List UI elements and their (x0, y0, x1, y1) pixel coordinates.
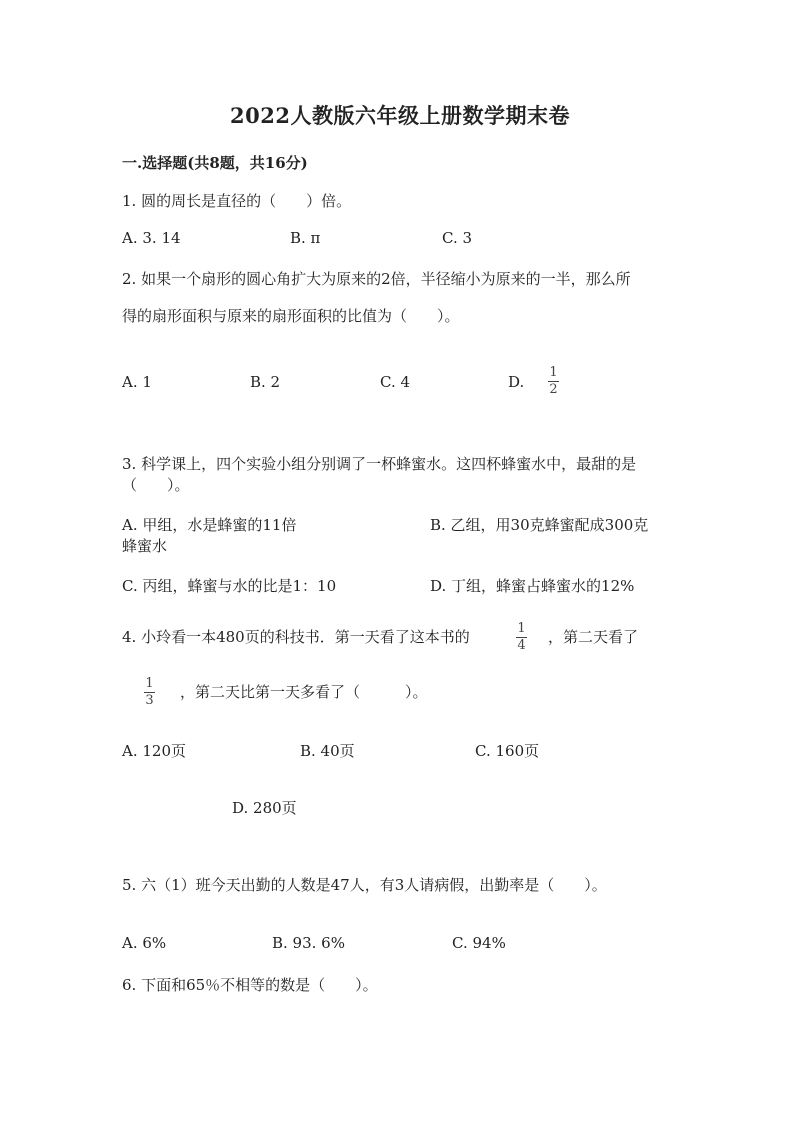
question-5-option-b: B. 93. 6% (272, 934, 345, 952)
fraction-numerator: 1 (517, 621, 526, 636)
question-2-option-a: A. 1 (122, 373, 152, 391)
fraction-numerator: 1 (145, 676, 154, 691)
question-4-line-1-end: ，第二天看了 (548, 628, 639, 646)
question-3-option-d: D. 丁组，蜂蜜占蜂蜜水的12% (430, 577, 635, 595)
fraction-denominator: 2 (549, 382, 558, 398)
question-5-option-a: A. 6% (122, 934, 167, 952)
page-title: 2022人教版六年级上册数学期末卷 (230, 103, 570, 128)
question-3-option-b: B. 乙组，用30克蜂蜜配成300克 (430, 516, 649, 534)
question-2-option-b: B. 2 (250, 373, 281, 391)
question-4-option-b: B. 40页 (300, 742, 355, 760)
question-4-line-2: ，第二天比第一天多看了（ ）。 (180, 683, 428, 701)
question-2-option-c: C. 4 (380, 373, 411, 391)
fraction-denominator: 3 (145, 693, 154, 709)
question-4-option-d: D. 280页 (232, 799, 297, 817)
question-2-option-d: D. (508, 373, 525, 391)
question-1-text: 1. 圆的周长是直径的（ ）倍。 (122, 192, 352, 210)
question-3-option-a: A. 甲组，水是蜂蜜的11倍 (122, 516, 297, 534)
question-6-text: 6. 下面和65％不相等的数是（ ）。 (122, 976, 378, 994)
question-1-option-b: B. π (290, 229, 321, 247)
question-3-option-b-wrap: 蜂蜜水 (122, 537, 168, 555)
question-2-fraction-one-half (548, 366, 559, 398)
question-2-line-1: 2. 如果一个扇形的圆心角扩大为原来的2倍，半径缩小为原来的一半，那么所 (122, 270, 631, 288)
question-3-line-2: （ ）。 (122, 476, 190, 494)
question-4-fraction-one-quarter (516, 622, 527, 654)
question-4-option-c: C. 160页 (475, 742, 540, 760)
question-4-line-1-start: 4. 小玲看一本480页的科技书．第一天看了这本书的 (122, 628, 470, 646)
question-4-fraction-one-third (144, 677, 155, 709)
section-header: 一.选择题(共8题，共16分) (122, 154, 308, 172)
fraction-denominator: 4 (517, 638, 526, 654)
question-5-option-c: C. 94% (452, 934, 506, 952)
fraction-numerator: 1 (549, 365, 558, 380)
question-1-option-c: C. 3 (442, 229, 473, 247)
question-5-text: 5. 六（1）班今天出勤的人数是47人，有3人请病假，出勤率是（ ）。 (122, 876, 607, 894)
question-2-line-2: 得的扇形面积与原来的扇形面积的比值为（ ）。 (122, 307, 460, 325)
question-3-option-c: C. 丙组，蜂蜜与水的比是1：10 (122, 577, 337, 595)
question-3-line-1: 3. 科学课上，四个实验小组分别调了一杯蜂蜜水。这四杯蜂蜜水中，最甜的是 (122, 455, 637, 473)
question-4-option-a: A. 120页 (122, 742, 186, 760)
question-1-option-a: A. 3. 14 (122, 229, 181, 247)
